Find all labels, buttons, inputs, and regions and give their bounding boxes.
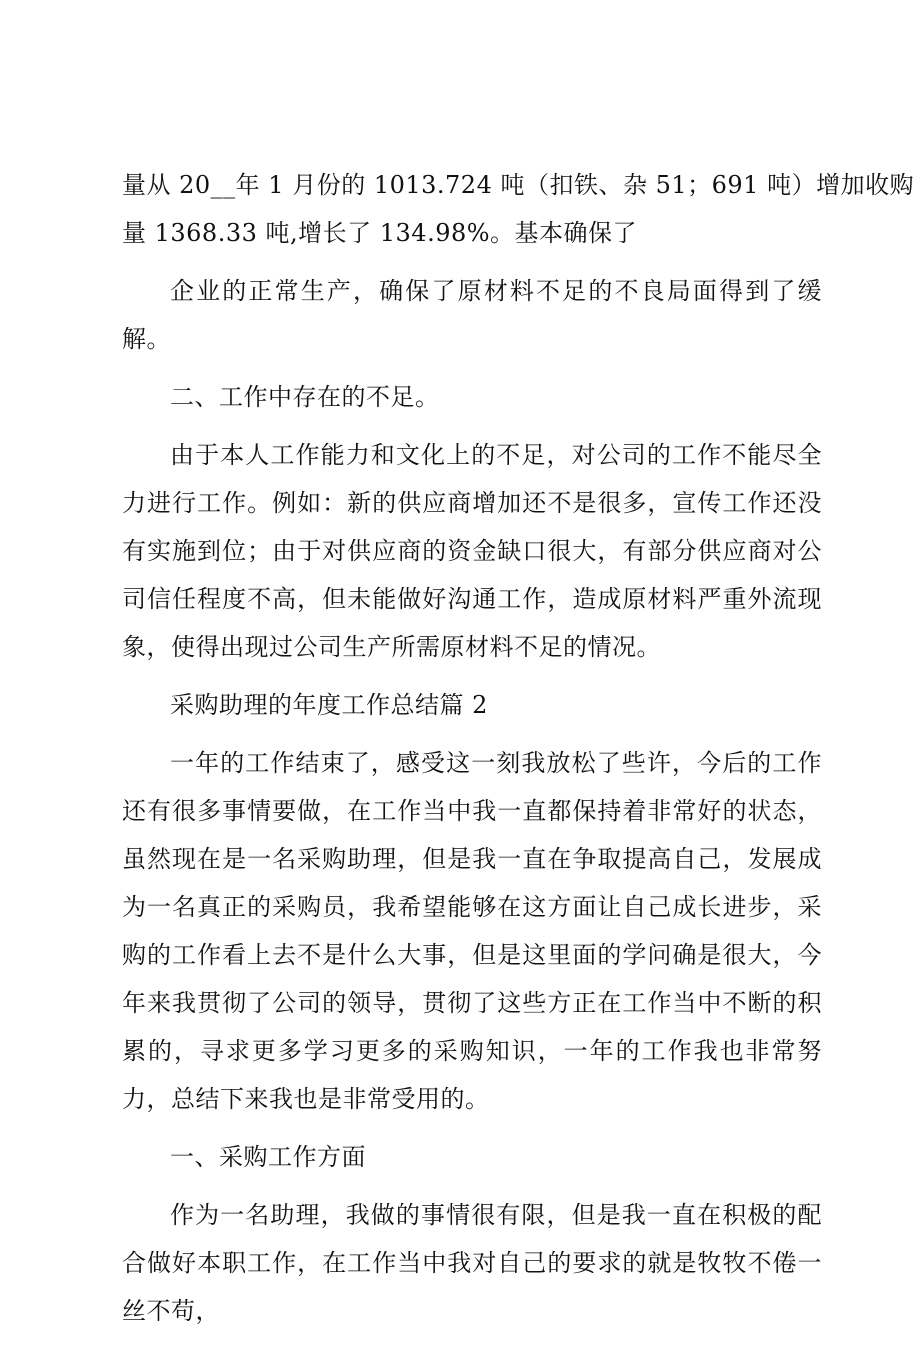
document-body bbox=[122, 161, 915, 1345]
text-line: 采购助理的年度工作总结篇 2 bbox=[170, 691, 488, 719]
paragraph-normal-production bbox=[122, 267, 822, 363]
text-line: 二、工作中存在的不足。 bbox=[170, 383, 440, 411]
text-line: 高，但未能做好沟通工作，造成原材料严重外流现象，使得出现过公 bbox=[122, 585, 823, 661]
section-heading-purchasing-work bbox=[122, 1133, 822, 1181]
text-line: 一年的工作结束了，感受这一刻我放松了些许，今后的工作还有 bbox=[122, 749, 822, 825]
paragraph-shortcomings bbox=[122, 431, 822, 671]
text-line: 是一名采购助理，但是我一直在争取提高自己，发展成为一名真正的 bbox=[122, 845, 823, 921]
section-heading-shortcomings bbox=[122, 373, 822, 421]
text-line: 作为一名助理，我做的事情很有限，但是我一直在积极的配合做 bbox=[122, 1201, 822, 1277]
article-title bbox=[122, 681, 822, 729]
text-line: 企业的正常生产，确保了原材料不足的不良局面得到了缓解。 bbox=[122, 277, 822, 353]
text-line: 司生产所需原材料不足的情况。 bbox=[318, 633, 661, 661]
text-line: 由于本人工作能力和文化上的不足，对公司的工作不能尽全力进 bbox=[122, 441, 822, 517]
text-line: 采购知识，一年的工作我也非常努力，总结下来我也是非常受用的。 bbox=[122, 1037, 823, 1113]
text-line: 行工作。例如：新的供应商增加还不是很多，宣传工作还没有实施到 bbox=[122, 489, 823, 565]
text-line: 采购员，我希望能够在这方面让自己成长进步，采购的工作看上去不 bbox=[122, 893, 823, 969]
text-line: 好本职工作，在工作当中我对自己的要求的就是牧牧不倦一丝不苟， bbox=[122, 1249, 823, 1325]
text-line: 位；由于对供应商的资金缺口很大，有部分供应商对公司信任程度不 bbox=[122, 537, 823, 613]
paragraph-year-review bbox=[122, 739, 822, 1123]
text-line: 一、采购工作方面 bbox=[170, 1143, 366, 1171]
text-line: 导，贯彻了这些方正在工作当中不断的积累的，寻求更多学习更多的 bbox=[122, 989, 823, 1065]
paragraph-assistant-role bbox=[122, 1191, 822, 1335]
text-line: 是什么大事，但是这里面的学问确是很大，今年来我贯彻了公司的领 bbox=[122, 941, 823, 1017]
paragraph-purchase-volume bbox=[122, 161, 915, 257]
text-line: 量 1368.33 吨,增长了 134.98%。基本确保了 bbox=[122, 219, 638, 247]
text-line: 量从 20__年 1 月份的 1013.724 吨（扣铁、杂 51；691 吨）增加收购 bbox=[122, 171, 915, 199]
text-line: 很多事情要做，在工作当中我一直都保持着非常好的状态，虽然现在 bbox=[122, 797, 823, 873]
